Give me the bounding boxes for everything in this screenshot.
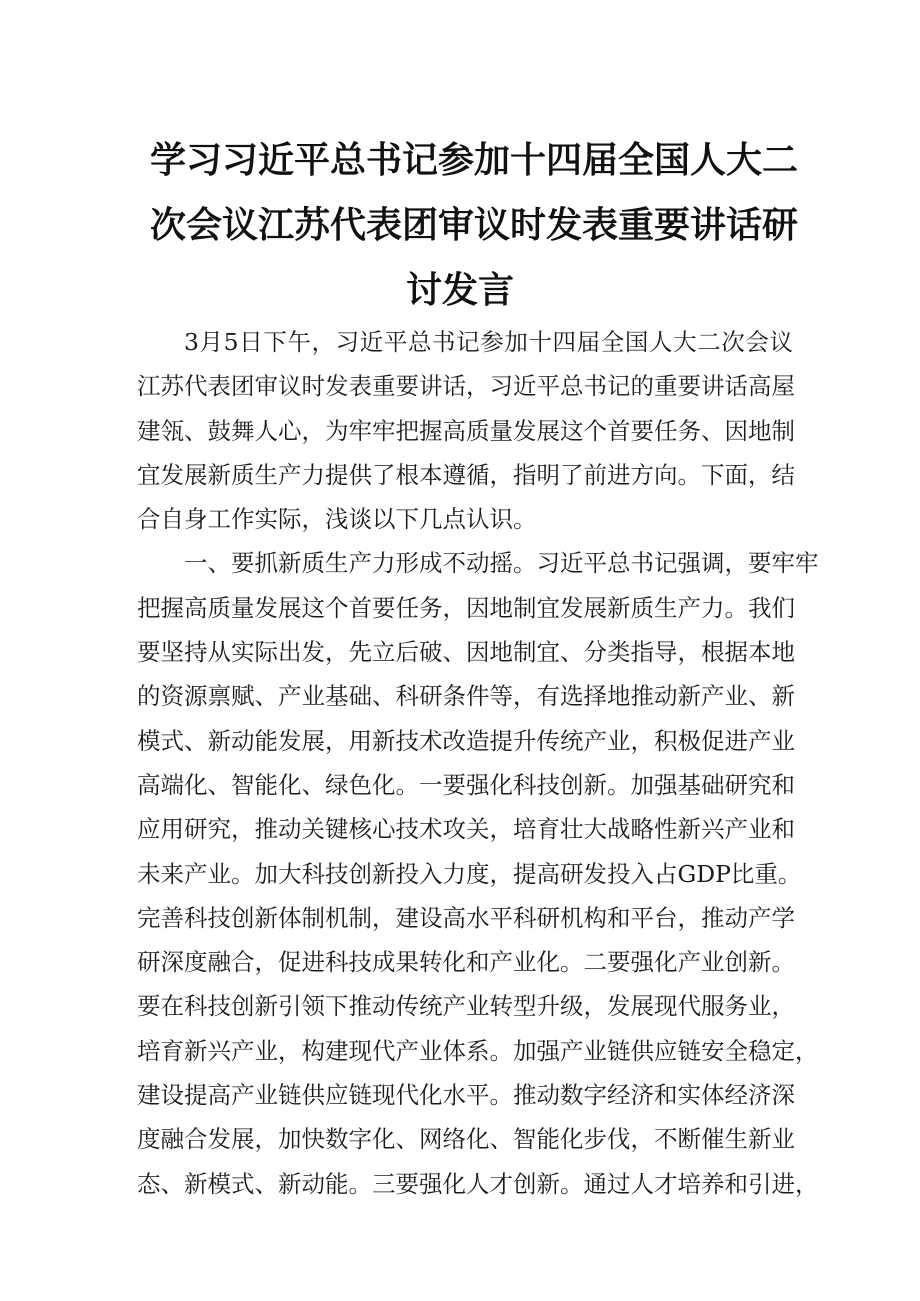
text-line: 建设提高产业链供应链现代化水平。推动数字经济和实体经济深 [137,1081,795,1110]
text-line: 完善科技创新体制机制，建设高水平科研机构和平台，推动产学 [137,903,795,932]
text-line: 宜发展新质生产力提供了根本遵循，指明了前进方向。下面，结 [137,460,795,489]
text-line: 3月5日下午，习近平总书记参加十四届全国人大二次会议 [184,328,793,356]
text-line: 应用研究，推动关键核心技术攻关，培育壮大战略性新兴产业和 [137,815,795,844]
title-line-1: 学习习近平总书记参加十四届全国人大二 [150,140,799,181]
title-line-2: 次会议江苏代表团审议时发表重要讲话研 [150,205,799,246]
text-line: 江苏代表团审议时发表重要讲话，习近平总书记的重要讲话高屋 [137,372,795,401]
text-line: 培育新兴产业，构建现代产业体系。加强产业链供应链安全稳定， [137,1036,819,1065]
document-body [137,320,819,1206]
text-line: 一、要抓新质生产力形成不动摇。习近平总书记强调，要牢牢 [184,549,819,578]
text-line: 未来产业。加大科技创新投入力度，提高研发投入占GDP比重。 [137,859,802,888]
paragraph-intro [137,320,793,541]
text-line: 高端化、智能化、绿色化。一要强化科技创新。加强基础研究和 [137,770,795,799]
paragraph-section-1 [137,541,819,1205]
text-line: 要在科技创新引领下推动传统产业转型升级，发展现代服务业， [137,992,795,1021]
text-line: 模式、新动能发展，用新技术改造提升传统产业，积极促进产业 [137,726,795,755]
text-line: 态、新模式、新动能。三要强化人才创新。通过人才培养和引进， [137,1169,819,1198]
text-line: 度融合发展，加快数字化、网络化、智能化步伐，不断催生新业 [137,1125,795,1154]
document-title [150,128,799,323]
text-line: 研深度融合，促进科技成果转化和产业化。二要强化产业创新。 [137,948,795,977]
text-line: 要坚持从实际出发，先立后破、因地制宜、分类指导，根据本地 [137,638,795,667]
title-line-3: 讨发言 [405,270,514,311]
text-line: 建瓴、鼓舞人心，为牢牢把握高质量发展这个首要任务、因地制 [137,416,795,445]
text-line: 合自身工作实际，浅谈以下几点认识。 [137,505,537,534]
text-line: 的资源禀赋、产业基础、科研条件等，有选择地推动新产业、新 [137,682,795,711]
text-line: 把握高质量发展这个首要任务，因地制宜发展新质生产力。我们 [137,593,795,622]
